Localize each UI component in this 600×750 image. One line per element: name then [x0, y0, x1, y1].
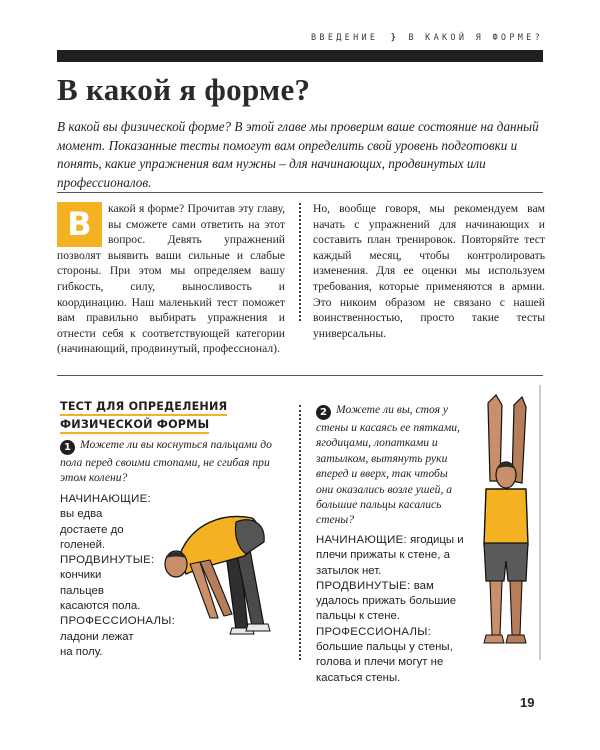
- arms-raised-illustration: [460, 385, 550, 665]
- question-1-text: Можете ли вы коснуться пальцами до пола перед своими стопами, не сгибая при этом колени?: [60, 438, 272, 485]
- q1-beginner-text: вы едва достаете до голеней.: [60, 508, 124, 551]
- column-divider-bottom: [299, 405, 301, 660]
- q1-beginner-label: НАЧИНАЮЩИЕ:: [60, 493, 151, 505]
- drop-cap: В: [57, 202, 102, 247]
- q1-advanced-label: ПРОДВИНУТЫЕ:: [60, 554, 155, 567]
- question-2-text: Можете ли вы, стоя у стены и касаясь ее пятками, ягодицами, лопатками и затылком, вытянуть руки вперед и вверх, так чтобы они оказались возле ушей, а большие пальцы касались стены?: [316, 403, 460, 527]
- test-section-title: [60, 399, 290, 435]
- header-section: ВВЕДЕНИЕ: [311, 33, 379, 43]
- test-title-line-1: ТЕСТ ДЛЯ ОПРЕДЕЛЕНИЯ: [60, 399, 227, 416]
- q2-beginner-text: ягодицы и плечи прижаты к стене, а затылок нет.: [316, 534, 464, 577]
- test-title-line-2: ФИЗИЧЕСКОЙ ФОРМЫ: [60, 417, 209, 434]
- header-chapter: В КАКОЙ Я ФОРМЕ?: [408, 33, 543, 43]
- question-1-number: 1: [60, 440, 75, 455]
- q2-beginner-label: НАЧИНАЮЩИЕ:: [316, 534, 407, 546]
- intro-column-right: Но, вообще говоря, мы рекомендуем вам начать с упражнений для начинающих и составить план тренировок. Повторяйте тест каждый месяц, чтобы контролировать изменения. Для ее оценки мы используем требования, которые применяются в армии. Это никоим образом не связано с нашей воинственностью, просто такие тесты универсальны.: [313, 202, 545, 340]
- question-2-levels: [316, 533, 476, 686]
- question-2: [316, 402, 466, 528]
- forward-bend-illustration: [140, 492, 300, 642]
- question-2-number: 2: [316, 405, 331, 420]
- q2-advanced-text: вам удалось прижать большие пальцы к стене.: [316, 579, 457, 623]
- q2-advanced-label: ПРОДВИНУТЫЕ:: [316, 579, 411, 592]
- lead-divider: [57, 192, 543, 193]
- page-number: 19: [520, 695, 535, 710]
- question-1: [60, 437, 296, 486]
- q2-pro-text: большие пальцы у стены, голова и плечи могут не касаться стены.: [316, 641, 453, 684]
- intro-text-left: какой я форме? Прочитав эту главу, вы сможете сами ответить на этот вопрос. Девять упражнений позволят выявить ваши сильные и слабые стороны. При этом мы определяем вашу гибкость, силу, выносливость и координацию. Наш маленький тест поможет вам правильно выбирать упражнения и отнести себя к соответствующей категории (начинающий, продвинутый, профессионал).: [57, 202, 285, 356]
- question-1-levels: [60, 492, 176, 660]
- column-divider-top: [299, 203, 301, 321]
- intro-column-left: [57, 201, 285, 357]
- header-separator: }: [390, 33, 396, 43]
- q1-pro-text: ладони лежат на полу.: [60, 630, 134, 658]
- lead-paragraph: В какой вы физической форме? В этой главе мы проверим ваше состояние на данный момент. Показанные тесты помогут вам определить свой уровень подготовки и понять, какие упражнения вам нужны – для начинающих, продвинутых или профессионалов.: [57, 119, 539, 190]
- page-title: В какой я форме?: [57, 72, 311, 107]
- header-bar: [57, 50, 543, 62]
- q1-advanced-text: кончики пальцев касаются пола.: [60, 569, 141, 613]
- section-divider: [57, 375, 543, 376]
- q1-pro-label: ПРОФЕССИОНАЛЫ:: [60, 615, 176, 628]
- q2-pro-label: ПРОФЕССИОНАЛЫ:: [316, 625, 432, 638]
- running-head: [300, 33, 543, 47]
